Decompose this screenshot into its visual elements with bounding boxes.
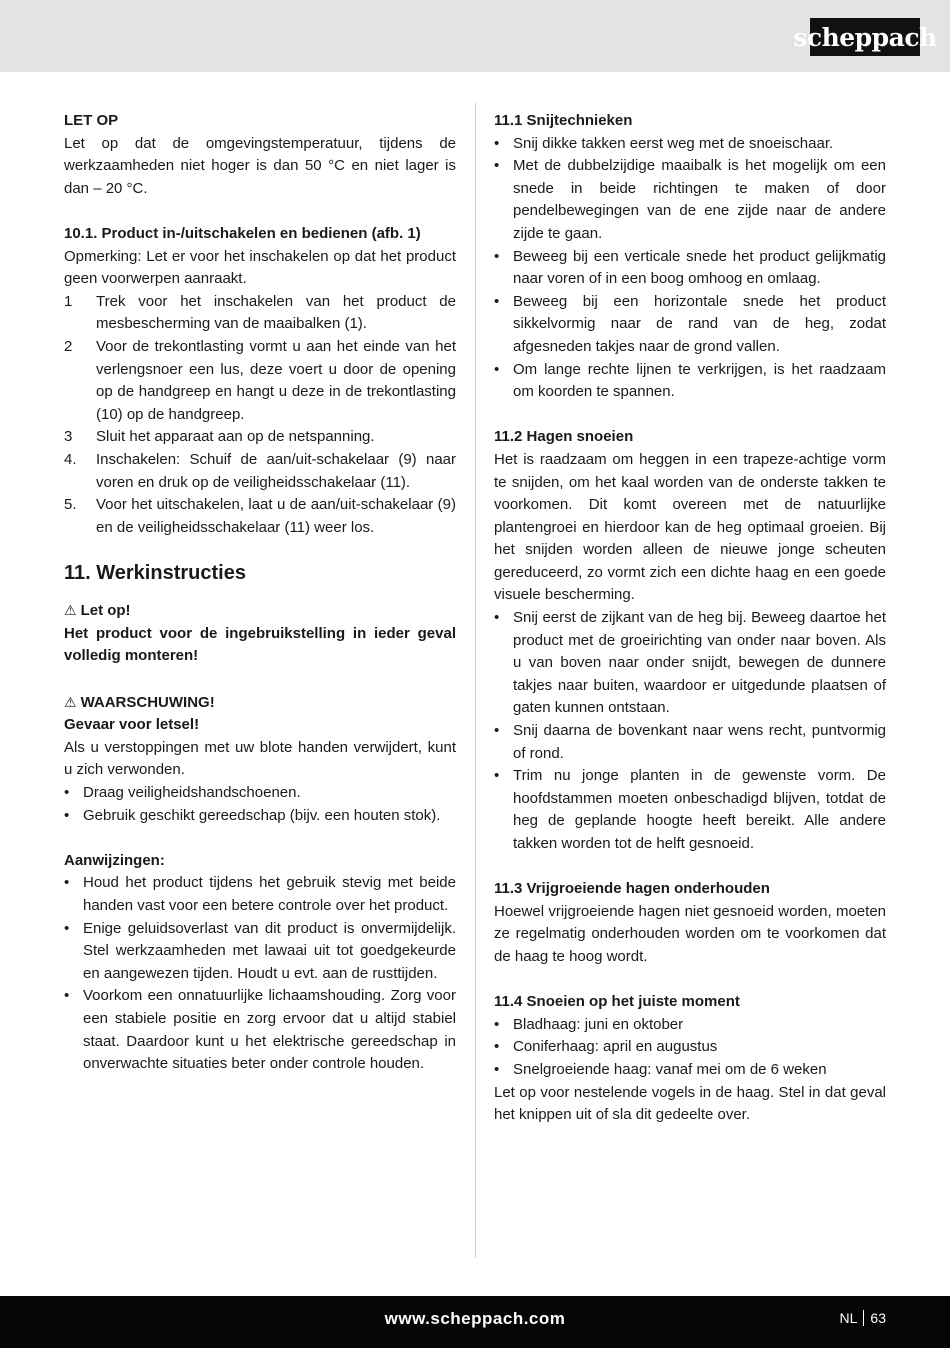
header-bar (0, 0, 950, 72)
section-11-3-text: Hoewel vrijgroeiende hagen niet gesnoeid worden, moeten ze regelmatig onderhouden worden om te voorkomen dat de haag te hoog wordt. (494, 902, 886, 965)
caution-text: Let op dat de omgevingstemperatuur, tijdens de werkzaamheden niet hoger is dan 50 °C en niet lager is dan – 20 °C. (64, 134, 456, 197)
warning-bullet: • Gebruik geschikt gereedschap (bijv. een houten stok). (64, 806, 441, 824)
section-11-1-title: 11.1 Snijtechnieken (494, 112, 633, 129)
section-11-heading: 11. Werkinstructies (64, 562, 246, 585)
caution-2-title: ⚠ Let op! (64, 602, 131, 620)
brand-logo: scheppach (810, 18, 920, 56)
hints-title: Aanwijzingen: (64, 851, 165, 869)
step-item: 4. Inschakelen: Schuif de aan/uit-schakelaar (9) naar voren en druk op de veiligheidsschakelaar (11). (64, 450, 456, 491)
section-10-1-note: Opmerking: Let er voor het inschakelen op dat het product geen voorwerpen aanraakt. (64, 247, 456, 288)
section-11-4-text: Let op voor nestelende vogels in de haag. Stel in dat geval het knippen uit of sla dit gedeelte over. (494, 1083, 886, 1124)
section-10-1-title: 10.1. Product in-/uitschakelen en bedienen (afb. 1) (64, 224, 421, 242)
timing-bullet: • Coniferhaag: april en augustus (494, 1038, 718, 1056)
step-item: 2 Voor de trekontlasting vormt u aan het einde van het verlengsnoer een lus, deze voert u door de opening op de handgreep en hangt u deze in de trekontlasting (10) op de handgreep. (64, 337, 456, 423)
hint-bullet: • Voorkom een onnatuurlijke lichaamshouding. Zorg voor een stabiele positie en zorg ervoor dat u altijd stabiel staat. Daardoor kunt u het elektrische gereedschap in onverwachte situaties beter onder controle houden. (64, 987, 456, 1073)
timing-bullet: • Bladhaag: juni en oktober (494, 1015, 684, 1033)
language-code: NL (839, 1310, 858, 1326)
step-item: 3 Sluit het apparaat aan op de netspanning. (64, 428, 375, 446)
warning-subtitle: Gevaar voor letsel! (64, 716, 200, 734)
technique-bullet: • Snij dikke takken eerst weg met de snoeischaar. (494, 134, 834, 152)
right-column (494, 110, 886, 1127)
timing-bullet: • Snelgroeiende haag: vanaf mei om de 6 weken (494, 1060, 827, 1078)
website-link[interactable]: www.scheppach.com (384, 1309, 566, 1328)
warning-triangle-icon: ⚠ (64, 602, 77, 619)
hint-bullet: • Houd het product tijdens het gebruik stevig met beide handen vast voor een betere controle over het product. (64, 874, 456, 914)
steps-list (64, 291, 456, 540)
step-item: 5. Voor het uitschakelen, laat u de aan/uit-schakelaar (9) en de veiligheidsschakelaar (11) weer los. (64, 496, 456, 536)
warning-text: Als u verstoppingen met uw blote handen verwijdert, kunt u zich verwonden. (64, 738, 456, 779)
page-separator (863, 1310, 864, 1326)
caution-title: LET OP (64, 112, 119, 129)
hint-bullet: • Enige geluidsoverlast van dit product is onvermijdelijk. Stel werkzaamheden met lawaai uit tot goedgekeurde en aangewezen tijden. Houdt u evt. aan de rusttijden. (64, 919, 456, 982)
caution-2-text: Het product voor de ingebruikstelling in ieder geval volledig monteren! (64, 624, 456, 665)
footer-bar (0, 1296, 950, 1348)
section-11-2-title: 11.2 Hagen snoeien (494, 428, 634, 446)
section-11-4-title: 11.4 Snoeien op het juiste moment (494, 993, 740, 1011)
left-column (64, 110, 456, 1076)
page-indicator (840, 1310, 886, 1326)
section-11-2-text: Het is raadzaam om heggen in een trapeze-achtige vorm te snijden, om het kaal worden van de onderste takken te voorkomen. Dit komt overeen met de natuurlijke plantengroei en hierdoor kan de heg optimaal groeien. Bij het snijden worden alleen de nieuwe jonge scheuten gereduceerd, zo vormt zich een dichte haag en een goede visuele bescherming. (494, 450, 886, 604)
warning-bullet: • Draag veiligheidshandschoenen. (64, 784, 301, 802)
hedge-bullet: • Snij eerst de zijkant van de heg bij. Beweeg daartoe het product met de groeirichting van onder naar boven. Als u van boven naar onder snijdt, bewegen de dunnere takjes naar buiten, waardoor er uitgedunde plaatsen of gaten kunnen ontstaan. (494, 609, 886, 717)
warning-title: ⚠ WAARSCHUWING! (64, 693, 215, 711)
hedge-bullet: • Trim nu jonge planten in de gewenste vorm. De hoofdstammen moeten onbeschadigd blijven, totdat de heg de geplande hoogte heeft bereikt. Alle andere takken worden tot de helft gesnoeid. (494, 767, 886, 852)
technique-bullet: • Beweeg bij een verticale snede het product gelijkmatig naar voren of in een boog omhoog en omlaag. (494, 247, 886, 288)
hedge-bullet: • Snij daarna de bovenkant naar wens recht, puntvormig of rond. (494, 722, 886, 762)
column-divider (475, 103, 476, 1258)
technique-bullet: • Om lange rechte lijnen te verkrijgen, is het raadzaam om koorden te spannen. (494, 360, 886, 401)
page-number: 63 (870, 1310, 886, 1326)
step-item: 1 Trek voor het inschakelen van het product de mesbescherming van de maaibalken (1). (64, 292, 456, 333)
technique-bullet: • Beweeg bij een horizontale snede het product sikkelvormig naar de rand van de heg, zodat afgesneden takjes naar de grond vallen. (494, 292, 886, 355)
technique-bullet: • Met de dubbelzijdige maaibalk is het mogelijk om een snede in beide richtingen te maken of door pendelbewegingen van de ene zijde naar de andere zijde te gaan. (494, 157, 886, 242)
section-11-3-title: 11.3 Vrijgroeiende hagen onderhouden (494, 880, 770, 898)
warning-triangle-icon: ⚠ (64, 693, 77, 710)
